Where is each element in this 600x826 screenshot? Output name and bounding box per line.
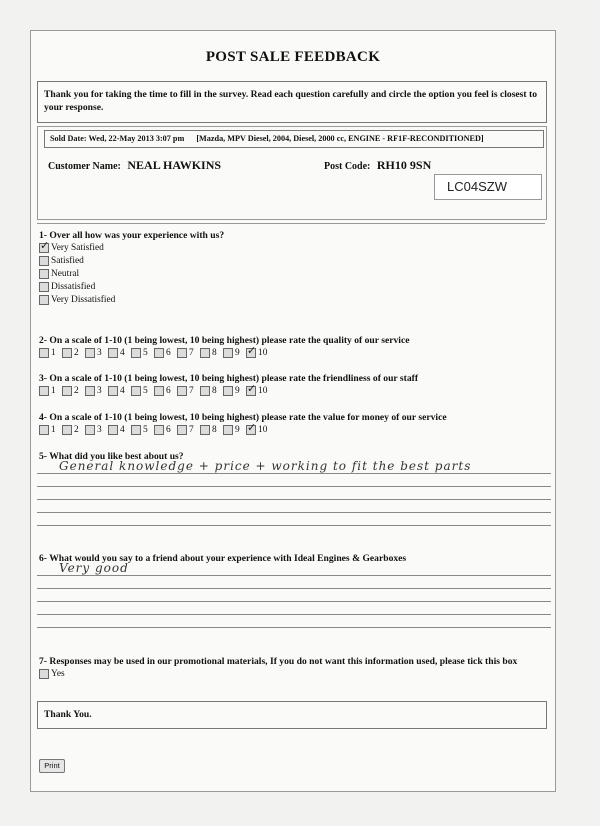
question-2	[39, 335, 551, 359]
yes-checkbox[interactable]	[39, 669, 49, 679]
rating-checkbox[interactable]	[131, 386, 141, 396]
rating-label: 9	[235, 385, 240, 396]
question-1-option[interactable]	[39, 238, 551, 254]
option-checkbox[interactable]	[39, 282, 49, 292]
question-5-handwritten-answer: General knowledge + price + working to fit the best parts	[59, 459, 472, 473]
rating-checkbox[interactable]	[200, 425, 210, 435]
section-divider	[37, 223, 545, 224]
question-4	[39, 412, 551, 436]
rating-label: 7	[189, 424, 194, 435]
check-mark-icon: ✓	[247, 420, 257, 434]
rating-option[interactable]	[108, 425, 131, 435]
rating-checkbox[interactable]	[108, 425, 118, 435]
rating-label: 3	[97, 385, 102, 396]
question-5-answer-area[interactable]	[37, 461, 551, 526]
rating-label: 5	[143, 347, 148, 358]
rating-option[interactable]	[62, 386, 85, 396]
sold-date-label: Sold Date:	[50, 134, 87, 143]
rating-label: 1	[51, 385, 56, 396]
rating-label: 2	[74, 347, 79, 358]
rating-option[interactable]	[246, 381, 269, 396]
question-1-options	[39, 238, 551, 306]
check-mark-icon: ✓	[247, 343, 257, 357]
rating-option[interactable]	[85, 386, 108, 396]
question-1	[39, 230, 551, 306]
rating-checkbox[interactable]	[154, 425, 164, 435]
customer-row	[48, 158, 528, 173]
question-1-option[interactable]	[39, 280, 551, 293]
rating-checkbox[interactable]	[177, 348, 187, 358]
rating-label: 4	[120, 347, 125, 358]
rating-checkbox[interactable]	[108, 348, 118, 358]
rating-option[interactable]	[108, 348, 131, 358]
rating-option[interactable]	[62, 348, 85, 358]
question-4-scale	[39, 420, 551, 436]
rating-label: 9	[235, 424, 240, 435]
rating-checkbox[interactable]	[223, 425, 233, 435]
option-label: Neutral	[51, 268, 80, 279]
question-5	[39, 451, 551, 473]
rating-label: 1	[51, 347, 56, 358]
question-1-text: 1- Over all how was your experience with us?	[39, 230, 225, 241]
rating-option[interactable]	[177, 348, 200, 358]
rating-label: 7	[189, 347, 194, 358]
sold-date-value: Wed, 22-May 2013 3:07 pm	[88, 134, 185, 143]
rating-option[interactable]	[223, 425, 246, 435]
rating-label: 3	[97, 424, 102, 435]
option-label: Very Satisfied	[51, 242, 104, 253]
rating-checkbox[interactable]	[177, 425, 187, 435]
yes-label: Yes	[51, 668, 65, 679]
rating-label: 3	[97, 347, 102, 358]
rating-label: 5	[143, 424, 148, 435]
rating-label: 1	[51, 424, 56, 435]
rating-checkbox[interactable]	[200, 348, 210, 358]
rating-option[interactable]	[85, 348, 108, 358]
rating-checkbox[interactable]	[85, 425, 95, 435]
postcode-label: Post Code:	[324, 161, 371, 172]
postcode-value: RH10 9SN	[376, 158, 432, 172]
rating-option[interactable]	[200, 386, 223, 396]
rating-checkbox[interactable]	[246, 381, 257, 396]
option-checkbox[interactable]	[39, 238, 50, 253]
vehicle-details: [Mazda, MPV Diesel, 2004, Diesel, 2000 cc, ENGINE - RF1F-RECONDITIONED]	[196, 134, 484, 143]
rating-label: 2	[74, 385, 79, 396]
rating-option[interactable]	[154, 425, 177, 435]
thank-you-box: Thank You.	[37, 701, 547, 729]
rating-label: 8	[212, 385, 217, 396]
rating-option[interactable]	[246, 420, 269, 435]
postcode-group	[324, 158, 431, 173]
rating-checkbox[interactable]	[62, 425, 72, 435]
rating-option[interactable]	[177, 425, 200, 435]
rating-checkbox[interactable]	[85, 348, 95, 358]
rating-option[interactable]	[223, 348, 246, 358]
rating-checkbox[interactable]	[154, 386, 164, 396]
rating-option[interactable]	[154, 386, 177, 396]
rating-label: 10	[258, 385, 268, 396]
question-7	[39, 656, 551, 680]
question-6	[39, 553, 551, 575]
rating-label: 6	[166, 424, 171, 435]
print-button[interactable]: Print	[39, 759, 65, 773]
rating-checkbox[interactable]	[200, 386, 210, 396]
rating-option[interactable]	[108, 386, 131, 396]
rating-checkbox[interactable]	[131, 348, 141, 358]
rating-label: 7	[189, 385, 194, 396]
rating-option[interactable]	[177, 386, 200, 396]
customer-name-label: Customer Name:	[48, 161, 121, 172]
option-checkbox[interactable]	[39, 269, 49, 279]
rating-option[interactable]	[39, 386, 62, 396]
rating-checkbox[interactable]	[246, 420, 257, 435]
registration-field[interactable]: LC04SZW	[434, 174, 542, 200]
rating-label: 4	[120, 424, 125, 435]
rating-checkbox[interactable]	[108, 386, 118, 396]
rating-label: 9	[235, 347, 240, 358]
rating-label: 6	[166, 347, 171, 358]
rating-checkbox[interactable]	[223, 386, 233, 396]
question-3-scale	[39, 381, 551, 397]
rating-checkbox[interactable]	[39, 425, 49, 435]
rating-checkbox[interactable]	[62, 386, 72, 396]
rating-label: 4	[120, 385, 125, 396]
rating-option[interactable]	[200, 348, 223, 358]
question-6-answer-area[interactable]	[37, 563, 551, 628]
option-label: Satisfied	[51, 255, 84, 266]
rating-checkbox[interactable]	[177, 386, 187, 396]
rating-label: 8	[212, 424, 217, 435]
question-6-text: 6- What would you say to a friend about your experience with Ideal Engines & Gearboxes	[39, 553, 407, 564]
rating-option[interactable]	[39, 425, 62, 435]
question-4-text: 4- On a scale of 1-10 (1 being lowest, 10 being highest) please rate the value for money of our service	[39, 412, 447, 423]
form-title: POST SALE FEEDBACK	[205, 49, 381, 65]
rating-option[interactable]	[85, 425, 108, 435]
rating-checkbox[interactable]	[62, 348, 72, 358]
question-1-option[interactable]	[39, 293, 551, 306]
rating-label: 10	[258, 347, 268, 358]
question-3	[39, 373, 551, 397]
option-label: Very Dissatisfied	[51, 294, 116, 305]
rating-label: 5	[143, 385, 148, 396]
question-1-option[interactable]	[39, 267, 551, 280]
rating-option[interactable]	[131, 425, 154, 435]
rating-checkbox[interactable]	[154, 348, 164, 358]
question-6-handwritten-answer: Very good	[59, 561, 129, 575]
sold-date-row	[44, 130, 544, 148]
rating-option[interactable]	[200, 425, 223, 435]
rating-label: 6	[166, 385, 171, 396]
feedback-form-sheet	[30, 30, 556, 792]
option-checkbox[interactable]	[39, 295, 49, 305]
question-5-text: 5- What did you like best about us?	[39, 451, 184, 462]
rating-option[interactable]	[154, 348, 177, 358]
rating-option[interactable]	[223, 386, 246, 396]
question-7-option[interactable]	[39, 667, 551, 680]
rating-option[interactable]	[62, 425, 85, 435]
sale-info-box	[37, 126, 547, 220]
rating-label: 2	[74, 424, 79, 435]
rating-checkbox[interactable]	[85, 386, 95, 396]
rating-option[interactable]	[131, 386, 154, 396]
option-checkbox[interactable]	[39, 256, 49, 266]
rating-checkbox[interactable]	[39, 386, 49, 396]
rating-label: 10	[258, 424, 268, 435]
question-1-option[interactable]	[39, 254, 551, 267]
question-2-scale	[39, 343, 551, 359]
rating-checkbox[interactable]	[131, 425, 141, 435]
question-2-text: 2- On a scale of 1-10 (1 being lowest, 10 being highest) please rate the quality of our service	[39, 335, 410, 346]
rating-checkbox[interactable]	[223, 348, 233, 358]
check-mark-icon: ✓	[247, 381, 257, 395]
rating-option[interactable]	[39, 348, 62, 358]
rating-label: 8	[212, 347, 217, 358]
rating-option[interactable]	[246, 343, 269, 358]
rating-option[interactable]	[131, 348, 154, 358]
option-label: Dissatisfied	[51, 281, 96, 292]
customer-name-value: NEAL HAWKINS	[127, 158, 222, 172]
rating-checkbox[interactable]	[246, 343, 257, 358]
check-mark-icon: ✓	[40, 238, 50, 252]
rating-checkbox[interactable]	[39, 348, 49, 358]
question-3-text: 3- On a scale of 1-10 (1 being lowest, 10 being highest) please rate the friendliness of our staff	[39, 373, 419, 384]
intro-box: Thank you for taking the time to fill in the survey. Read each question carefully and circle the option you feel is closest to your response.	[37, 81, 547, 123]
question-7-text: 7- Responses may be used in our promotional materials, If you do not want this information used, please tick this box	[39, 656, 518, 667]
